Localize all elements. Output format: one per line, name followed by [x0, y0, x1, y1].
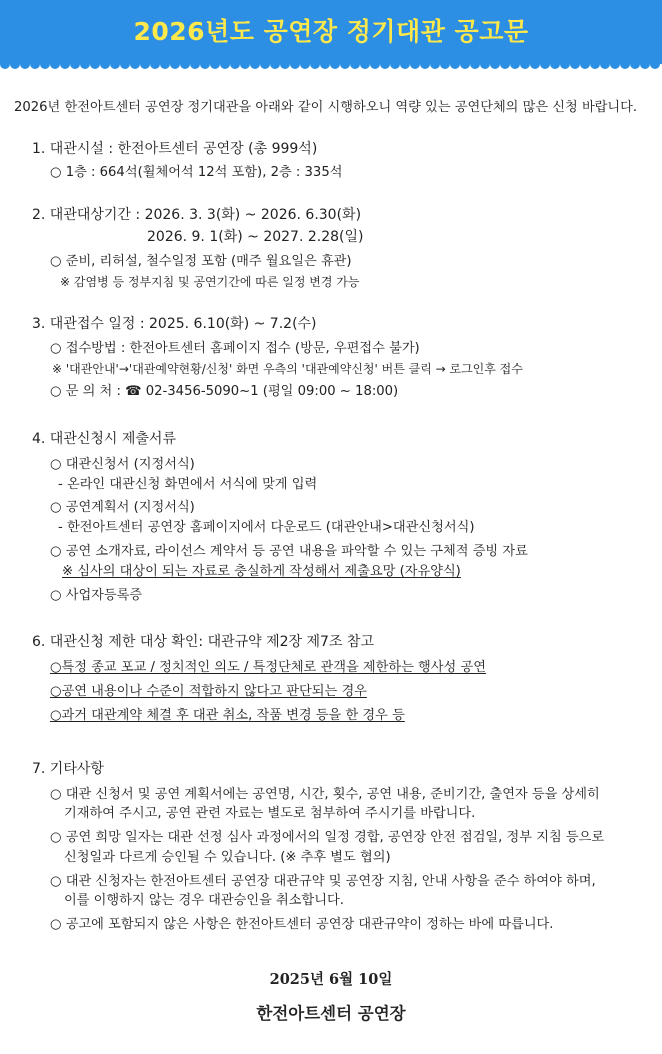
misc-item: ○ 공연 희망 일자는 대관 선정 심사 과정에서의 일정 경합, 공연장 안전 점검일, 정부 지침 등으로	[50, 830, 605, 845]
section-1-line: ○ 1층 : 664석(휠체어석 12석 포함), 2층 : 335석	[50, 165, 343, 180]
section-3-note: ※ '대관안내'→'대관예약현황/신청' 화면 우측의 '대관예약신청' 버튼 클릭 → 로그인후 접수	[52, 362, 523, 376]
doc-note: ※ 심사의 대상이 되는 자료로 충실하게 작성해서 제출요망 (자유양식)	[62, 564, 461, 579]
section-2-title: 2. 대관대상기간 : 2026. 3. 3(화) ~ 2026. 6.30(화)	[32, 207, 362, 223]
misc-item-cont: 신청일과 다르게 승인될 수 있습니다. (※ 추후 별도 협의)	[64, 850, 391, 865]
misc-item-cont: 이를 이행하지 않는 경우 대관승인을 취소합니다.	[64, 893, 344, 908]
section-3-title: 3. 대관접수 일정 : 2025. 6.10(화) ~ 7.2(수)	[32, 316, 317, 332]
restriction-item: ○공연 내용이나 수준이 적합하지 않다고 판단되는 경우	[50, 684, 367, 699]
section-2-note: ※ 감염병 등 정부지침 및 공연기간에 따른 일정 변경 가능	[60, 275, 360, 289]
doc-sub-item: - 온라인 대관신청 화면에서 서식에 맞게 입력	[58, 477, 318, 492]
doc-item: ○ 공연계획서 (지정서식)	[50, 500, 195, 515]
restriction-item: ○특정 종교 포교 / 정치적인 의도 / 특정단체로 관객을 제한하는 행사성 공연	[50, 660, 486, 675]
section-7-title: 7. 기타사항	[32, 761, 104, 777]
section-3-method: ○ 접수방법 : 한전아트센터 홈페이지 접수 (방문, 우편접수 불가)	[50, 341, 420, 356]
footer-date: 2025년 6월 10일	[269, 971, 393, 988]
page-title: 2026년도 공연장 정기대관 공고문	[133, 17, 529, 46]
banner-wave-edge	[0, 56, 662, 72]
doc-item: ○ 대관신청서 (지정서식)	[50, 457, 195, 472]
doc-item: ○ 공연 소개자료, 라이선스 계약서 등 공연 내용을 파악할 수 있는 구체적 증빙 자료	[50, 544, 528, 559]
section-3-contact: ○ 문 의 처 : ☎ 02-3456-5090~1 (평일 09:00 ~ 18:00)	[50, 384, 399, 399]
doc-item: ○ 사업자등록증	[50, 588, 143, 603]
footer-org: 한전아트센터 공연장	[256, 1004, 406, 1023]
misc-item: ○ 대관 신청서 및 공연 계획서에는 공연명, 시간, 횟수, 공연 내용, 준비기간, 출연자 등을 상세히	[50, 787, 600, 802]
section-4-title: 4. 대관신청시 제출서류	[32, 431, 176, 447]
restriction-item: ○과거 대관계약 체결 후 대관 취소, 작품 변경 등을 한 경우 등	[50, 708, 405, 723]
section-1-title: 1. 대관시설 : 한전아트센터 공연장 (총 999석)	[32, 141, 318, 157]
misc-item: ○ 공고에 포함되지 않은 사항은 한전아트센터 공연장 대관규약이 정하는 바에 따릅니다.	[50, 917, 554, 932]
misc-item: ○ 대관 신청자는 한전아트센터 공연장 대관규약 및 공연장 지침, 안내 사항을 준수 하여야 하며,	[50, 874, 596, 889]
section-6-title: 6. 대관신청 제한 대상 확인: 대관규약 제2장 제7조 참고	[32, 634, 374, 650]
section-2-title-line2: 2026. 9. 1(화) ~ 2027. 2.28(일)	[147, 229, 364, 245]
doc-sub-item: - 한전아트센터 공연장 홈페이지에서 다운로드 (대관안내>대관신청서식)	[58, 520, 475, 535]
misc-item-cont: 기재하여 주시고, 공연 관련 자료는 별도로 첨부하여 주시기를 바랍니다.	[64, 806, 476, 821]
intro-text: 2026년 한전아트센터 공연장 정기대관을 아래와 같이 시행하오니 역량 있는 공연단체의 많은 신청 바랍니다.	[14, 100, 638, 115]
section-2-line: ○ 준비, 리허설, 철수일정 포함 (매주 월요일은 휴관)	[50, 254, 352, 269]
